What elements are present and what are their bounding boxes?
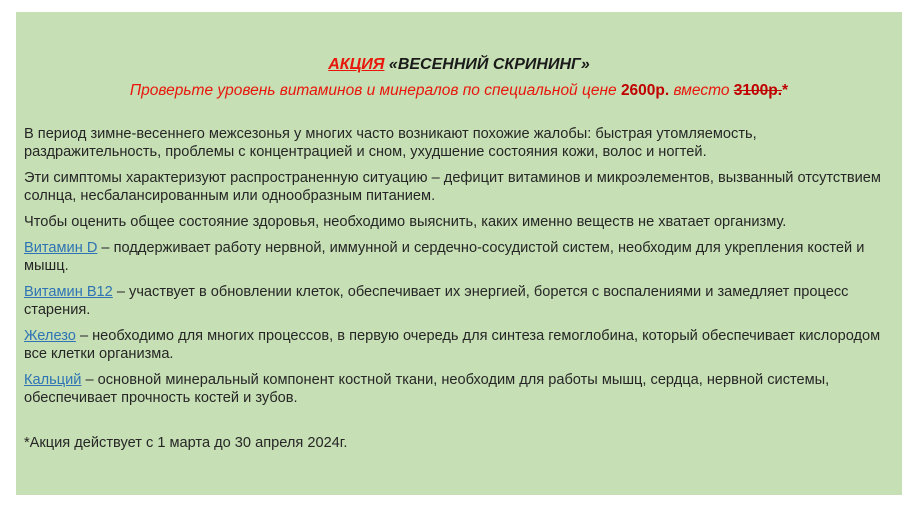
old-price: 3100р. [733, 82, 783, 99]
subtitle-text: Проверьте уровень витаминов и минералов по специальной цене [129, 82, 617, 99]
iron-text: – необходимо для многих процессов, в первую очередь для синтеза гемоглобина, который обеспечивает кислородом все клетки организма. [24, 328, 881, 362]
promo-subtitle [16, 82, 902, 100]
subtitle-between: вместо [673, 82, 730, 99]
iron-link[interactable]: Железо [24, 328, 76, 344]
promo-slide [16, 12, 902, 495]
new-price: 2600р. [620, 82, 670, 99]
promo-name: «ВЕСЕННИЙ СКРИНИНГ» [388, 56, 590, 73]
intro-paragraph: В период зимне-весеннего межсезонья у многих часто возникают похожие жалобы: быстрая утомляемость, раздражительность, проблемы с концентрацией и сном, ухудшение состояния кожи, волос и ногтей. [24, 126, 757, 160]
list-item [24, 371, 884, 407]
list-item [24, 283, 884, 319]
list-item [24, 239, 884, 275]
promo-label: АКЦИЯ [328, 56, 385, 73]
vitamin-b12-text: – участвует в обновлении клеток, обеспечивает их энергией, борется с воспалениями и замедляет процесс старения. [24, 284, 849, 318]
symptoms-paragraph: Эти симптомы характеризуют распространенную ситуацию – дефицит витаминов и микроэлементов, вызванный отсутствием солнца, несбалансированным или однообразным питанием. [24, 170, 881, 204]
slide-body [24, 125, 884, 415]
vitamin-d-link[interactable]: Витамин D [24, 240, 98, 256]
list-item [24, 327, 884, 363]
calcium-link[interactable]: Кальций [24, 372, 82, 388]
price-asterisk: * [782, 82, 789, 99]
promo-title [16, 56, 902, 74]
calcium-text: – основной минеральный компонент костной ткани, необходим для работы мышц, сердца, нервной системы, обеспечивает прочность костей и зубов. [24, 372, 830, 406]
promo-footnote: *Акция действует с 1 марта до 30 апреля 2024г. [24, 435, 348, 451]
vitamin-b12-link[interactable]: Витамин B12 [24, 284, 113, 300]
vitamin-d-text: – поддерживает работу нервной, иммунной и сердечно-сосудистой систем, необходим для укрепления костей и мышц. [24, 240, 865, 274]
assessment-paragraph: Чтобы оценить общее состояние здоровья, необходимо выяснить, каких именно веществ не хватает организму. [24, 214, 787, 230]
